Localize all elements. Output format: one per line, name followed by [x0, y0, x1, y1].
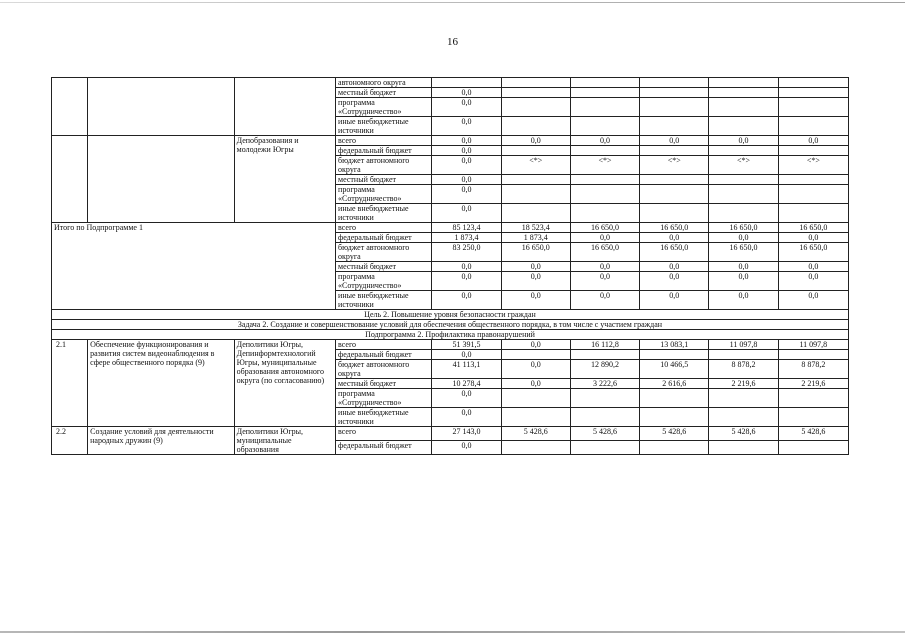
source-label: бюджет автономного округа: [336, 156, 432, 175]
source-label: местный бюджет: [336, 88, 432, 98]
source-label: федеральный бюджет: [336, 146, 432, 156]
value-cell: 0,0: [778, 136, 848, 146]
value-cell: 0,0: [432, 98, 501, 117]
value-cell: 0,0: [432, 175, 501, 185]
source-label: федеральный бюджет: [336, 233, 432, 243]
value-cell: 0,0: [709, 136, 778, 146]
value-cell: 0,0: [432, 389, 501, 408]
value-cell: 51 391,5: [432, 340, 501, 350]
value-cell: 0,0: [432, 156, 501, 175]
value-cell: 16 112,8: [570, 340, 639, 350]
value-cell: 10 278,4: [432, 379, 501, 389]
value-cell: 11 097,8: [778, 340, 848, 350]
value-cell: 0,0: [640, 136, 709, 146]
table-row: [52, 340, 849, 350]
value-cell: 0,0: [640, 262, 709, 272]
cell-executor: [234, 78, 335, 136]
cell-num: [52, 136, 88, 223]
value-cell: 0,0: [501, 379, 570, 389]
source-label: федеральный бюджет: [336, 441, 432, 455]
value-cell: 27 143,0: [432, 427, 501, 441]
source-label: местный бюджет: [336, 175, 432, 185]
table-row: [52, 223, 849, 233]
value-cell: 10 466,5: [640, 360, 709, 379]
value-cell: 8 878,2: [709, 360, 778, 379]
source-label: всего: [336, 340, 432, 350]
value-cell: 0,0: [432, 441, 501, 455]
value-cell: 0,0: [570, 272, 639, 291]
section-heading-row: [52, 310, 849, 320]
cell-executor: Деполитики Югры, муниципальные образования: [234, 427, 335, 455]
subprogram-heading: Подпрограмма 2. Профилактика правонарушений: [52, 330, 849, 340]
value-cell: 0,0: [709, 291, 778, 310]
value-cell: 0,0: [501, 136, 570, 146]
value-cell: 0,0: [501, 291, 570, 310]
value-cell: 5 428,6: [570, 427, 639, 441]
value-cell: <*>: [640, 156, 709, 175]
value-cell: 0,0: [709, 272, 778, 291]
value-cell: 16 650,0: [709, 243, 778, 262]
value-cell: 0,0: [432, 185, 501, 204]
value-cell: 0,0: [432, 146, 501, 156]
value-cell: 0,0: [432, 291, 501, 310]
value-cell: 13 083,1: [640, 340, 709, 350]
scan-edge-bottom: [0, 631, 905, 633]
cell-name: [88, 136, 235, 223]
value-cell: 5 428,6: [709, 427, 778, 441]
source-label: бюджет автономного округа: [336, 360, 432, 379]
value-cell: 0,0: [778, 272, 848, 291]
value-cell: 0,0: [432, 272, 501, 291]
value-cell: 2 219,6: [778, 379, 848, 389]
cell-num: 2.2: [52, 427, 88, 455]
value-cell: 0,0: [432, 408, 501, 427]
value-cell: 5 428,6: [501, 427, 570, 441]
cell-name: [88, 78, 235, 136]
value-cell: 0,0: [778, 233, 848, 243]
value-cell: 0,0: [501, 272, 570, 291]
source-label: иные внебюджетные источники: [336, 408, 432, 427]
subtotal-label: Итого по Подпрограмме 1: [52, 223, 336, 310]
value-cell: [432, 78, 501, 88]
value-cell: 0,0: [432, 350, 501, 360]
value-cell: 0,0: [570, 136, 639, 146]
source-label: программа «Сотрудничество»: [336, 98, 432, 117]
source-label: местный бюджет: [336, 262, 432, 272]
goal-heading: Цель 2. Повышение уровня безопасности граждан: [52, 310, 849, 320]
value-cell: 0,0: [432, 117, 501, 136]
value-cell: 1 873,4: [501, 233, 570, 243]
value-cell: 0,0: [778, 262, 848, 272]
value-cell: 83 250,0: [432, 243, 501, 262]
cell-executor: Деполитики Югры, Депинформтехнологий Югры, муниципальные образования автономного округа (по согласованию): [234, 340, 335, 427]
value-cell: 8 878,2: [778, 360, 848, 379]
source-label: иные внебюджетные источники: [336, 117, 432, 136]
value-cell: 11 097,8: [709, 340, 778, 350]
value-cell: 0,0: [778, 291, 848, 310]
value-cell: 5 428,6: [640, 427, 709, 441]
source-label: федеральный бюджет: [336, 350, 432, 360]
value-cell: 0,0: [640, 291, 709, 310]
value-cell: 2 219,6: [709, 379, 778, 389]
table-row: [52, 427, 849, 441]
section-heading-row: [52, 330, 849, 340]
value-cell: 5 428,6: [778, 427, 848, 441]
value-cell: 0,0: [570, 233, 639, 243]
value-cell: 0,0: [432, 136, 501, 146]
source-label: всего: [336, 136, 432, 146]
value-cell: 16 650,0: [778, 223, 848, 233]
value-cell: 16 650,0: [570, 223, 639, 233]
value-cell: 12 890,2: [570, 360, 639, 379]
source-label: иные внебюджетные источники: [336, 291, 432, 310]
value-cell: 0,0: [570, 291, 639, 310]
cell-executor: Депобразования и молодежи Югры: [234, 136, 335, 223]
cell-num: [52, 78, 88, 136]
task-heading: Задача 2. Создание и совершенствование условий для обеспечения общественного порядка, в том числе с участием граждан: [52, 320, 849, 330]
value-cell: 0,0: [432, 88, 501, 98]
value-cell: 0,0: [570, 262, 639, 272]
value-cell: 0,0: [501, 262, 570, 272]
value-cell: 3 222,6: [570, 379, 639, 389]
value-cell: 0,0: [501, 340, 570, 350]
value-cell: 16 650,0: [778, 243, 848, 262]
value-cell: 0,0: [432, 262, 501, 272]
value-cell: 0,0: [501, 360, 570, 379]
value-cell: 0,0: [709, 233, 778, 243]
value-cell: 16 650,0: [709, 223, 778, 233]
cell-name: Создание условий для деятельности народных дружин (9): [88, 427, 235, 455]
source-label: программа «Сотрудничество»: [336, 185, 432, 204]
value-cell: 85 123,4: [432, 223, 501, 233]
scan-edge-top: [0, 2, 905, 3]
value-cell: <*>: [778, 156, 848, 175]
page-number: 16: [447, 36, 458, 48]
source-label: иные внебюджетные источники: [336, 204, 432, 223]
table-row: [52, 136, 849, 146]
cell-num: 2.1: [52, 340, 88, 427]
value-cell: <*>: [709, 156, 778, 175]
value-cell: 0,0: [640, 233, 709, 243]
source-label: программа «Сотрудничество»: [336, 389, 432, 408]
value-cell: <*>: [501, 156, 570, 175]
section-heading-row: [52, 320, 849, 330]
value-cell: 41 113,1: [432, 360, 501, 379]
source-label: автономного округа: [336, 78, 432, 88]
value-cell: 18 523,4: [501, 223, 570, 233]
value-cell: 16 650,0: [501, 243, 570, 262]
source-label: бюджет автономного округа: [336, 243, 432, 262]
cell-name: Обеспечение функционирования и развития систем видеонаблюдения в сфере общественного порядка (9): [88, 340, 235, 427]
source-label: всего: [336, 223, 432, 233]
value-cell: 16 650,0: [640, 243, 709, 262]
value-cell: 2 616,6: [640, 379, 709, 389]
source-label: всего: [336, 427, 432, 441]
value-cell: 0,0: [709, 262, 778, 272]
value-cell: 16 650,0: [640, 223, 709, 233]
source-label: местный бюджет: [336, 379, 432, 389]
value-cell: 16 650,0: [570, 243, 639, 262]
value-cell: 0,0: [432, 204, 501, 223]
budget-table: [51, 77, 849, 455]
value-cell: <*>: [570, 156, 639, 175]
value-cell: 1 873,4: [432, 233, 501, 243]
source-label: программа «Сотрудничество»: [336, 272, 432, 291]
value-cell: 0,0: [640, 272, 709, 291]
table-row: [52, 78, 849, 88]
